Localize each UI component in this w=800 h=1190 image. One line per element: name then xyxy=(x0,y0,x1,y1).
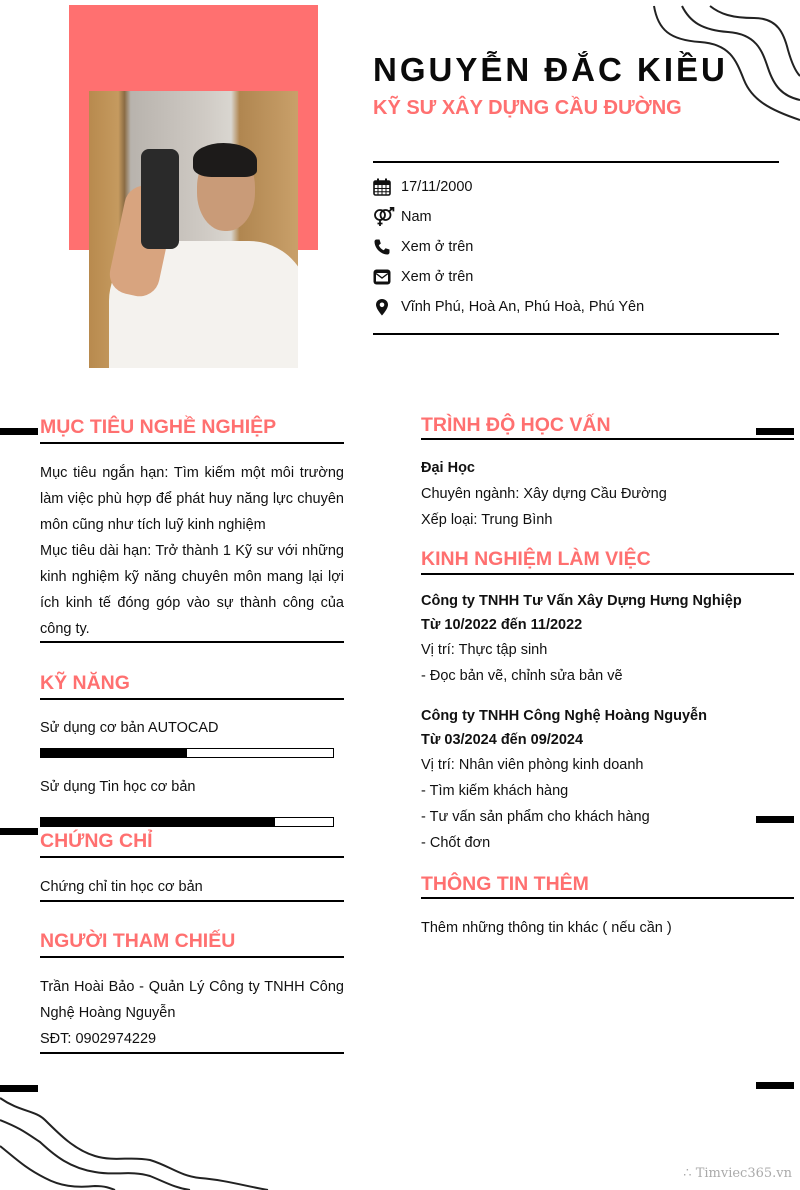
decorative-bar xyxy=(756,1082,794,1089)
divider xyxy=(40,956,344,958)
personal-info-list xyxy=(373,172,779,322)
divider xyxy=(421,438,794,440)
watermark: ∴ Timviec365.vn xyxy=(683,1166,792,1181)
education-degree: Đại Học xyxy=(421,460,475,476)
divider xyxy=(40,641,344,643)
gender-icon xyxy=(373,207,395,227)
long-term-goal: Mục tiêu dài hạn: Trở thành 1 Kỹ sư với những kinh nghiệm kỹ năng chuyên môn mang lại lợi ích kinh tế đóng góp vào sự thành công của công ty. xyxy=(40,543,344,637)
info-gender xyxy=(373,202,779,232)
experience-task: - Chốt đơn xyxy=(421,835,491,851)
map-marker-icon xyxy=(373,297,395,317)
experience-item xyxy=(421,589,794,689)
additional-info-text: Thêm những thông tin khác ( nếu cần ) xyxy=(421,920,672,936)
gender-value: Nam xyxy=(401,209,432,225)
reference-phone: SĐT: 0902974229 xyxy=(40,1031,157,1047)
experience-task: - Đọc bản vẽ, chỉnh sửa bản vẽ xyxy=(421,668,623,684)
decorative-bar xyxy=(756,428,794,435)
divider xyxy=(40,1052,344,1054)
skill-level-bar xyxy=(40,817,334,827)
candidate-name: NGUYỄN ĐẮC KIỀU xyxy=(373,51,728,88)
section-title-certificates: CHỨNG CHỈ xyxy=(40,830,153,852)
skill-level-fill xyxy=(41,749,187,757)
reference-info xyxy=(40,974,344,1052)
phone-value: Xem ở trên xyxy=(401,239,474,255)
info-phone xyxy=(373,232,779,262)
divider xyxy=(40,856,344,858)
short-term-goal: Mục tiêu ngắn hạn: Tìm kiếm một môi trường làm việc phù hợp để phát huy năng lực chuyên môn cũng như tích luỹ kinh nghiệm xyxy=(40,465,344,533)
decorative-bar xyxy=(0,428,38,435)
skill-level-bar xyxy=(40,748,334,758)
section-title-additional-info: THÔNG TIN THÊM xyxy=(421,873,589,895)
experience-task: - Tư vấn sản phẩm cho khách hàng xyxy=(421,809,650,825)
section-title-references: NGƯỜI THAM CHIẾU xyxy=(40,930,236,952)
calendar-icon xyxy=(373,177,395,197)
experience-task: - Tìm kiếm khách hàng xyxy=(421,783,569,799)
section-title-experience: KINH NGHIỆM LÀM VIỆC xyxy=(421,548,651,570)
divider xyxy=(421,897,794,899)
section-title-career-objective: MỤC TIÊU NGHỀ NGHIỆP xyxy=(40,416,277,438)
section-title-education: TRÌNH ĐỘ HỌC VẤN xyxy=(421,414,611,436)
experience-period: Từ 10/2022 đến 11/2022 xyxy=(421,617,583,633)
divider xyxy=(421,573,794,575)
skill-name: Sử dụng cơ bản AUTOCAD xyxy=(40,720,219,736)
experience-period: Từ 03/2024 đến 09/2024 xyxy=(421,732,584,748)
section-title-skills: KỸ NĂNG xyxy=(40,672,130,694)
divider xyxy=(40,698,344,700)
divider xyxy=(40,900,344,902)
decorative-bar xyxy=(0,828,38,835)
certificate-item: Chứng chỉ tin học cơ bản xyxy=(40,879,203,895)
education-grade: Xếp loại: Trung Bình xyxy=(421,512,553,528)
job-title: KỸ SƯ XÂY DỰNG CẦU ĐƯỜNG xyxy=(373,97,682,119)
envelope-icon xyxy=(373,267,395,287)
reference-name: Trần Hoài Bảo - Quản Lý Công ty TNHH Công Nghệ Hoàng Nguyễn xyxy=(40,979,344,1021)
decorative-bar xyxy=(0,1085,38,1092)
education-details xyxy=(421,455,794,533)
info-birthday xyxy=(373,172,779,202)
email-value: Xem ở trên xyxy=(401,269,474,285)
career-objective-text xyxy=(40,460,344,642)
skill-name: Sử dụng Tin học cơ bản xyxy=(40,779,196,795)
divider xyxy=(373,161,779,163)
skill-level-fill xyxy=(41,818,275,826)
experience-company: Công ty TNHH Tư Vấn Xây Dựng Hưng Nghiệp xyxy=(421,593,742,609)
info-address xyxy=(373,292,779,322)
experience-position: Vị trí: Nhân viên phòng kinh doanh xyxy=(421,757,644,773)
birthday-value: 17/11/2000 xyxy=(401,179,473,195)
experience-item xyxy=(421,704,794,856)
phone-icon xyxy=(373,237,395,257)
divider xyxy=(373,333,779,335)
profile-photo xyxy=(89,91,298,368)
experience-company: Công ty TNHH Công Nghệ Hoàng Nguyễn xyxy=(421,708,707,724)
experience-position: Vị trí: Thực tập sinh xyxy=(421,642,548,658)
info-email xyxy=(373,262,779,292)
divider xyxy=(40,442,344,444)
wave-decoration-bottom-left xyxy=(0,1090,280,1190)
education-major: Chuyên ngành: Xây dựng Cầu Đường xyxy=(421,486,667,502)
address-value: Vĩnh Phú, Hoà An, Phú Hoà, Phú Yên xyxy=(401,299,645,315)
